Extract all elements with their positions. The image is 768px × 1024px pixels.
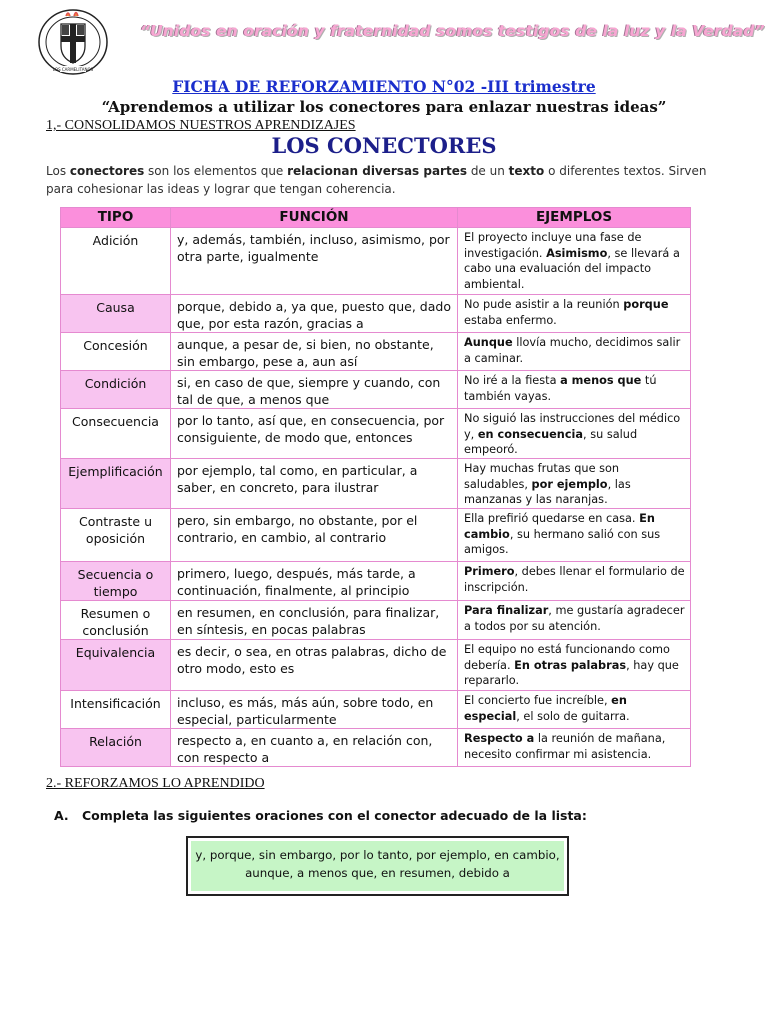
- example-text: la reunión de mañana, necesito confirmar mi asistencia.: [464, 732, 666, 761]
- intro-paragraph: [46, 162, 726, 198]
- cell-tipo: Relación: [61, 729, 171, 767]
- cell-funcion: por ejemplo, tal como, en particular, a saber, en concreto, para ilustrar: [171, 459, 458, 510]
- svg-text:LOS CARMELITANOS: LOS CARMELITANOS: [52, 67, 94, 72]
- example-text: , las manzanas y las naranjas.: [464, 477, 631, 506]
- example-connector: porque: [623, 298, 669, 311]
- cell-tipo: Adición: [61, 228, 171, 295]
- example-text: Ella prefirió quedarse en casa.: [464, 512, 640, 525]
- intro-bold: relacionan diversas partes: [287, 164, 467, 178]
- table-row: [61, 295, 691, 333]
- cell-funcion: pero, sin embargo, no obstante, por el contrario, en cambio, al contrario: [171, 509, 458, 562]
- cell-funcion: y, además, también, incluso, asimismo, por otra parte, igualmente: [171, 228, 458, 295]
- example-text: , el solo de guitarra.: [516, 709, 630, 723]
- example-connector: a menos que: [560, 374, 642, 387]
- cell-tipo: Ejemplificación: [61, 459, 171, 510]
- example-connector: en especial: [464, 694, 627, 723]
- cell-ejemplo: [458, 691, 691, 729]
- school-motto: “Unidos en oración y fraternidad somos testigos de la luz y la Verdad”: [140, 22, 765, 40]
- example-text: , hay que repararlo.: [464, 658, 679, 687]
- example-text: No iré a la fiesta: [464, 374, 561, 387]
- cell-ejemplo: [458, 459, 691, 510]
- cell-funcion: incluso, es más, más aún, sobre todo, en especial, particularmente: [171, 691, 458, 729]
- table-row: [61, 509, 691, 562]
- cell-funcion: es decir, o sea, en otras palabras, dicho de otro modo, esto es: [171, 640, 458, 691]
- cell-ejemplo: [458, 729, 691, 767]
- main-title: LOS CONECTORES: [271, 133, 497, 158]
- intro-text: o diferentes textos. Sirven para cohesionar las ideas y lograr que tengan coherencia.: [46, 164, 707, 196]
- word-bank-text: y, porque, sin embargo, por lo tanto, por ejemplo, en cambio, aunque, a menos que, en resumen, debido a: [191, 841, 564, 891]
- example-text: , se llevará a cabo una evaluación del impacto ambiental.: [464, 246, 680, 291]
- cell-funcion: primero, luego, después, más tarde, a continuación, finalmente, al principio: [171, 562, 458, 601]
- header-ejemplos: EJEMPLOS: [458, 208, 691, 228]
- cell-ejemplo: [458, 295, 691, 333]
- cell-ejemplo: [458, 601, 691, 640]
- connector-word-bank: [186, 836, 569, 896]
- table-row: [61, 640, 691, 691]
- table-row: [61, 409, 691, 459]
- connectors-table-2: [60, 508, 691, 767]
- worksheet-title-text: FICHA DE REFORZAMIENTO N°02 -III trimestre: [172, 77, 596, 96]
- example-connector: por ejemplo: [531, 477, 608, 491]
- example-text: , me gustaría agradecer a todos por su atención.: [464, 604, 685, 633]
- cell-tipo: Concesión: [61, 333, 171, 371]
- example-connector: Asimismo: [546, 246, 608, 260]
- cell-ejemplo: [458, 371, 691, 409]
- cell-funcion: respecto a, en cuanto a, en relación con, con respecto a: [171, 729, 458, 767]
- table-row: [61, 691, 691, 729]
- example-text: Hay muchas frutas que son saludables,: [464, 462, 620, 491]
- example-text: , su hermano salió con sus amigos.: [464, 527, 661, 556]
- example-text: No siguió las instrucciones del médico y,: [464, 412, 681, 441]
- cell-funcion: en resumen, en conclusión, para finalizar, en síntesis, en pocas palabras: [171, 601, 458, 640]
- example-connector: Para finalizar: [464, 604, 549, 617]
- intro-bold: conectores: [69, 164, 145, 178]
- school-logo: [34, 6, 112, 76]
- cell-tipo: Resumen o conclusión: [61, 601, 171, 640]
- cell-ejemplo: [458, 509, 691, 562]
- exercise-a-label: A.: [54, 808, 69, 823]
- header-funcion: FUNCIÓN: [171, 208, 458, 228]
- example-text: estaba enfermo.: [464, 313, 557, 327]
- cell-tipo: Intensificación: [61, 691, 171, 729]
- example-connector: En cambio: [464, 512, 655, 541]
- cell-funcion: si, en caso de que, siempre y cuando, con tal de que, a menos que: [171, 371, 458, 409]
- cell-ejemplo: [458, 228, 691, 295]
- example-connector: en consecuencia: [477, 427, 584, 441]
- example-text: , su salud empeoró.: [464, 427, 638, 456]
- table-row: [61, 729, 691, 767]
- cell-funcion: porque, debido a, ya que, puesto que, dado que, por esta razón, gracias a: [171, 295, 458, 333]
- cell-tipo: Contraste u oposición: [61, 509, 171, 562]
- section-2-heading: 2.- REFORZAMOS LO APRENDIDO: [46, 776, 265, 791]
- cell-funcion: aunque, a pesar de, si bien, no obstante, sin embargo, pese a, aun así: [171, 333, 458, 371]
- cell-tipo: Secuencia o tiempo: [61, 562, 171, 601]
- intro-text: de un: [467, 164, 509, 178]
- intro-text: Los: [46, 164, 70, 178]
- cell-tipo: Equivalencia: [61, 640, 171, 691]
- cell-tipo: Consecuencia: [61, 409, 171, 459]
- connectors-table-1: [60, 207, 691, 510]
- cell-tipo: Causa: [61, 295, 171, 333]
- table-row: [61, 562, 691, 601]
- cell-tipo: Condición: [61, 371, 171, 409]
- example-connector: En otras palabras: [514, 658, 627, 672]
- cell-ejemplo: [458, 640, 691, 691]
- cell-ejemplo: [458, 409, 691, 459]
- example-text: El equipo no está funcionando como debería.: [464, 643, 670, 672]
- table-header-row: [61, 208, 691, 228]
- exercise-a-instruction: [54, 808, 587, 823]
- table-row: [61, 459, 691, 510]
- example-connector: Respecto a: [464, 732, 535, 745]
- example-text: , debes llenar el formulario de inscripción.: [464, 565, 685, 594]
- intro-bold: texto: [508, 164, 545, 178]
- example-text: llovía mucho, decidimos salir a caminar.: [464, 336, 681, 365]
- example-text: No pude asistir a la reunión: [464, 298, 624, 311]
- cell-funcion: por lo tanto, así que, en consecuencia, por consiguiente, de modo que, entonces: [171, 409, 458, 459]
- table-row: [61, 601, 691, 640]
- example-connector: Primero: [464, 565, 515, 578]
- worksheet-subtitle: “Aprendemos a utilizar los conectores para enlazar nuestras ideas”: [101, 98, 667, 116]
- example-text: El proyecto incluye una fase de investigación.: [464, 231, 642, 260]
- intro-text: son los elementos que: [144, 164, 288, 178]
- table-row: [61, 228, 691, 295]
- worksheet-title: [0, 77, 768, 96]
- header-tipo: TIPO: [61, 208, 171, 228]
- cell-ejemplo: [458, 562, 691, 601]
- section-1-heading: 1,- CONSOLIDAMOS NUESTROS APRENDIZAJES: [46, 118, 356, 133]
- exercise-a-text: Completa las siguientes oraciones con el conector adecuado de la lista:: [82, 808, 587, 823]
- example-text: El concierto fue increíble,: [464, 694, 612, 707]
- cell-ejemplo: [458, 333, 691, 371]
- table-row: [61, 333, 691, 371]
- example-text: tú también vayas.: [464, 374, 657, 403]
- table-row: [61, 371, 691, 409]
- example-connector: Aunque: [464, 336, 513, 349]
